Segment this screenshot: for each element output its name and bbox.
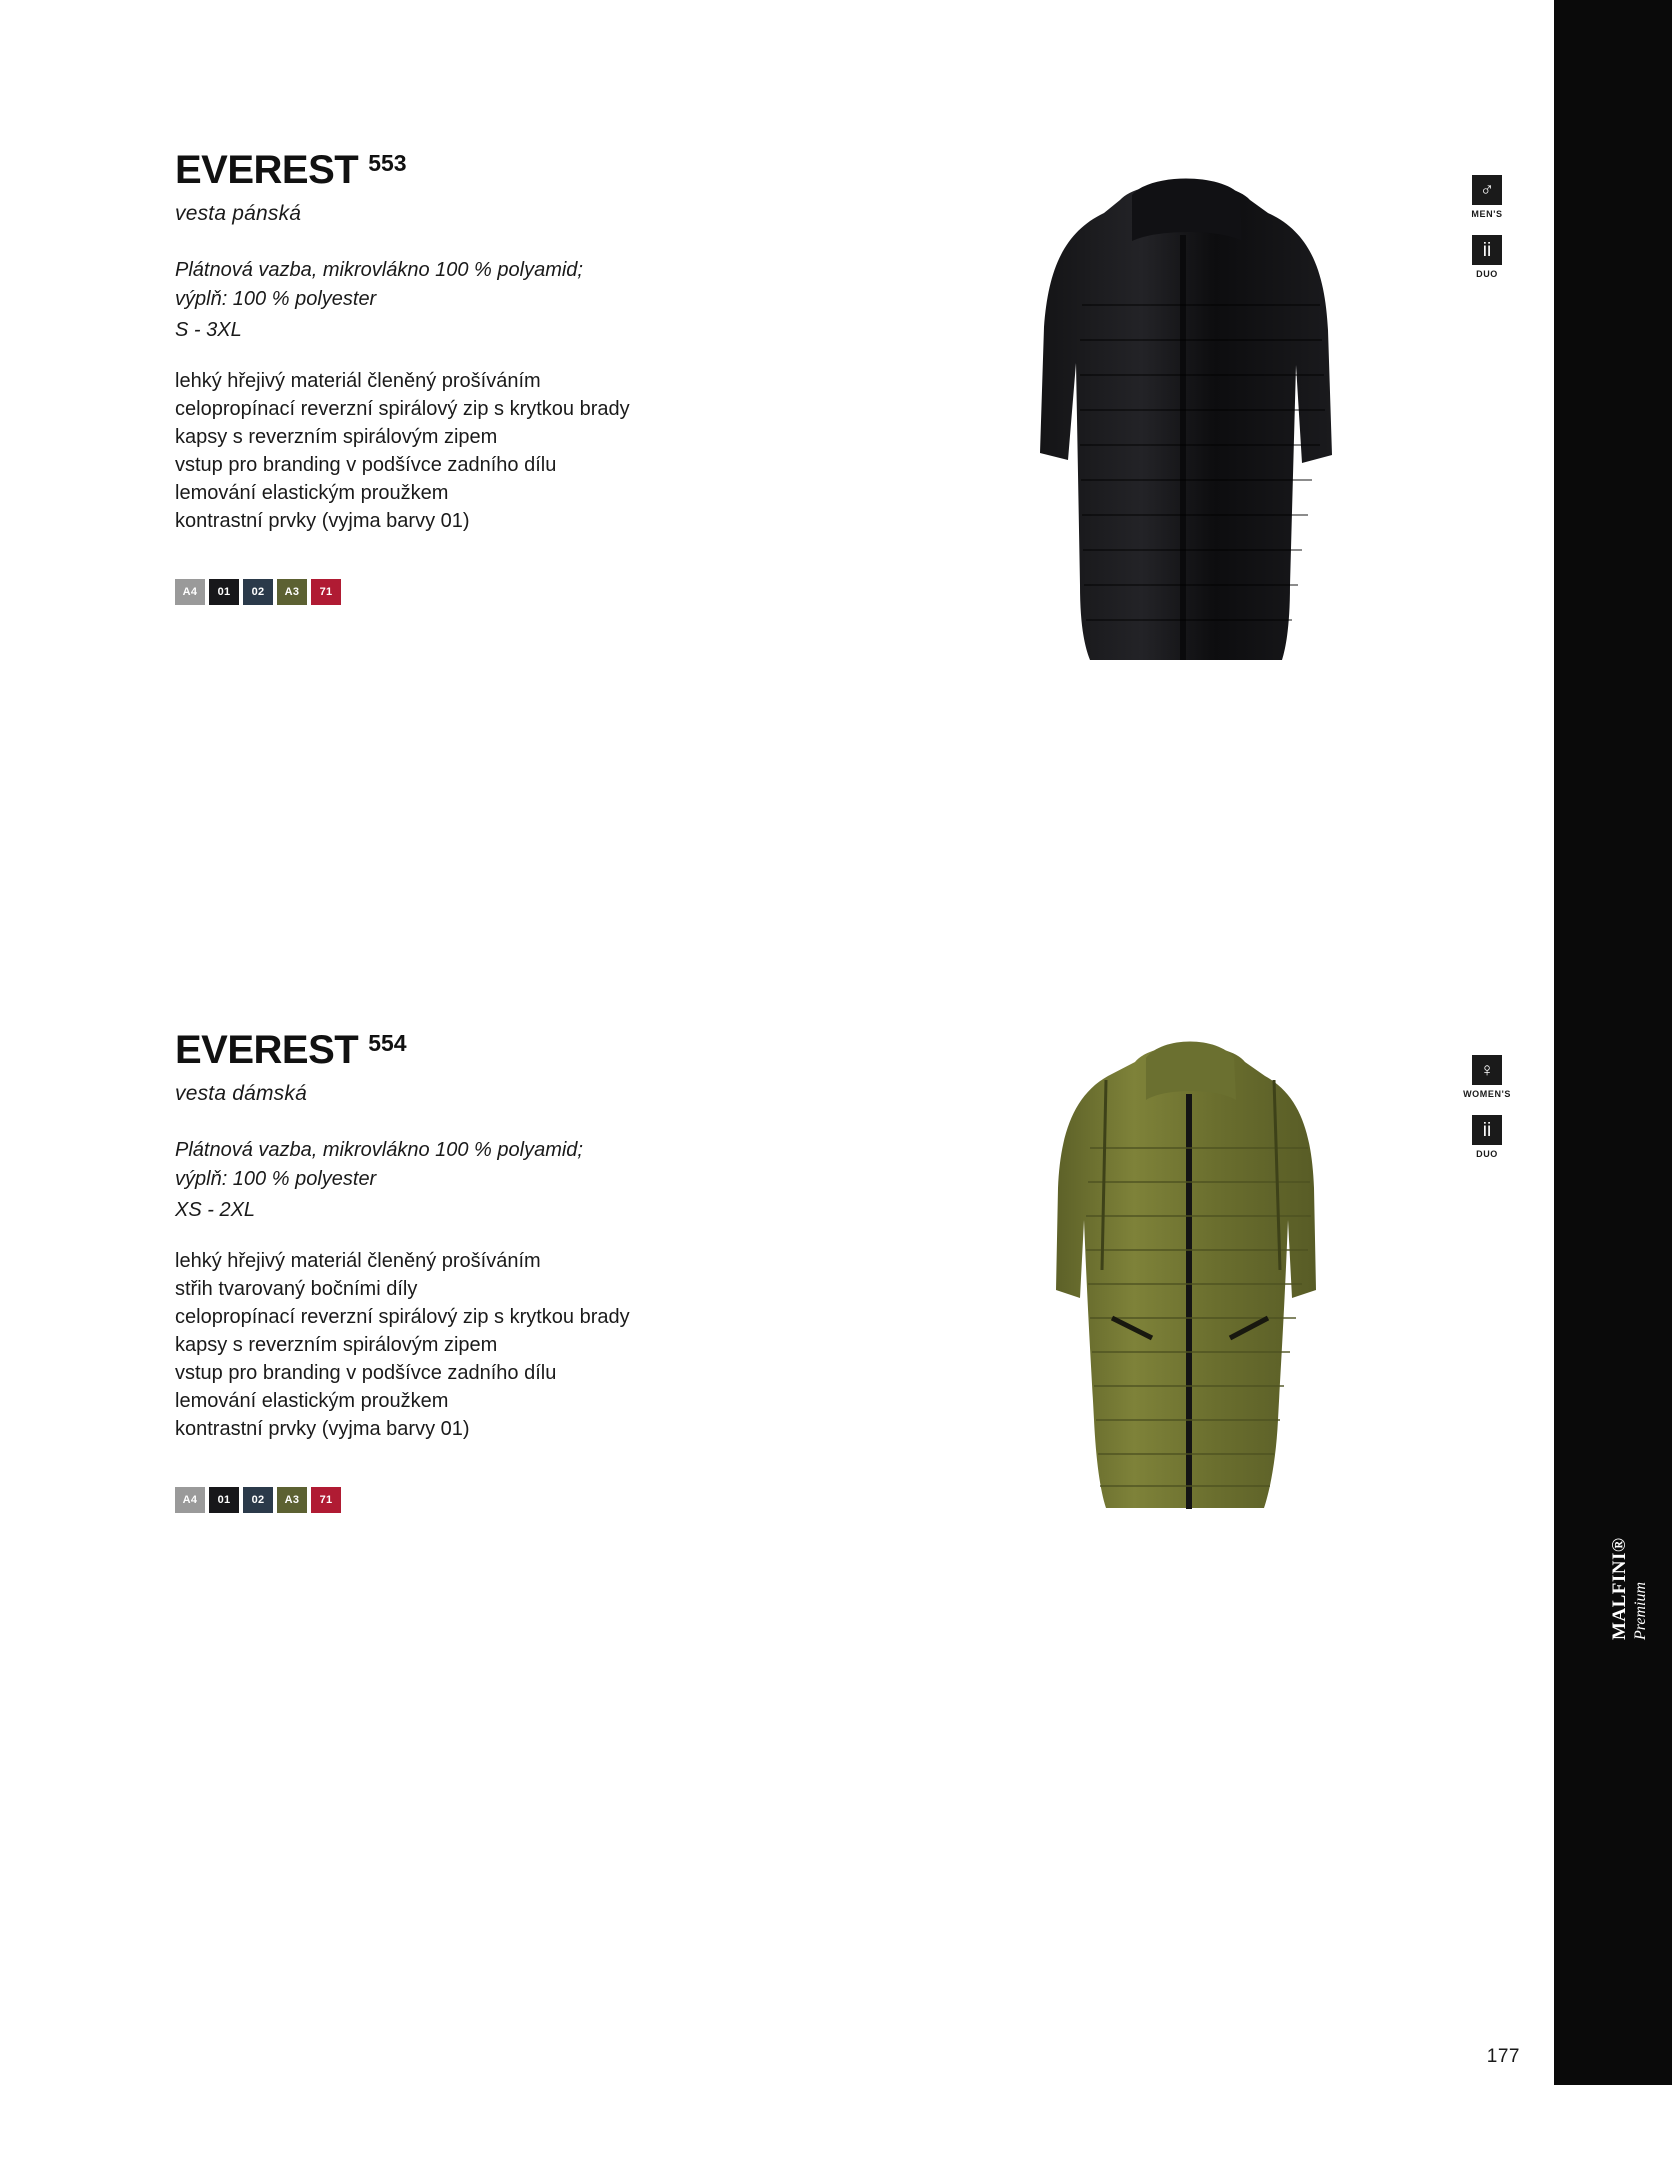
material-line-2: výplň: 100 % polyester — [175, 288, 377, 310]
product-photo-black-vest — [1020, 155, 1350, 715]
product-material — [175, 256, 630, 345]
color-swatch[interactable]: A3 — [277, 579, 307, 605]
side-band — [1554, 0, 1672, 2085]
feature-item: lemování elastickým proužkem — [175, 482, 449, 504]
feature-item: kontrastní prvky (vyjma barvy 01) — [175, 1418, 470, 1440]
color-swatch[interactable]: 02 — [243, 1487, 273, 1513]
mens-icon: ♂ — [1472, 175, 1502, 205]
color-swatch[interactable]: 01 — [209, 579, 239, 605]
brand-subtitle: Premium — [1631, 1581, 1649, 1640]
duo-icon: ii — [1472, 1115, 1502, 1145]
feature-item: střih tvarovaný bočními díly — [175, 1278, 418, 1300]
color-swatch[interactable]: A4 — [175, 1487, 205, 1513]
badge-duo — [1442, 235, 1532, 279]
badge-mens — [1442, 175, 1532, 219]
feature-item: kontrastní prvky (vyjma barvy 01) — [175, 510, 470, 532]
feature-item: vstup pro branding v podšívce zadního dílu — [175, 1362, 557, 1384]
color-swatch[interactable]: 02 — [243, 579, 273, 605]
product-code: 554 — [368, 1030, 407, 1056]
product-block-553 — [175, 150, 630, 605]
color-swatch[interactable]: A3 — [277, 1487, 307, 1513]
feature-item: lehký hřejivý materiál členěný prošíváním — [175, 370, 541, 392]
product-badges-554 — [1442, 1055, 1532, 1159]
feature-item: celopropínací reverzní spirálový zip s krytkou brady — [175, 398, 630, 420]
color-swatch-list — [175, 579, 630, 605]
brand-mark — [1609, 1460, 1650, 1640]
product-subtitle: vesta pánská — [175, 202, 302, 225]
brand-name: MALFINI® — [1608, 1537, 1630, 1640]
product-sizes: XS - 2XL — [175, 1199, 256, 1221]
product-code: 553 — [368, 150, 407, 176]
product-sizes: S - 3XL — [175, 319, 242, 341]
badge-label: DUO — [1476, 1149, 1498, 1159]
product-title-row — [175, 1030, 630, 1070]
color-swatch[interactable]: 71 — [311, 1487, 341, 1513]
badge-label: DUO — [1476, 269, 1498, 279]
badge-womens — [1442, 1055, 1532, 1099]
product-features — [175, 367, 630, 535]
product-features — [175, 1247, 630, 1443]
page-number: 177 — [1486, 2046, 1520, 2067]
product-photo-olive-vest — [1040, 1020, 1340, 1540]
color-swatch[interactable]: A4 — [175, 579, 205, 605]
duo-icon: ii — [1472, 235, 1502, 265]
product-subtitle: vesta dámská — [175, 1082, 307, 1105]
page-title: EVEREST — [175, 1028, 359, 1072]
page-title: EVEREST — [175, 148, 359, 192]
feature-item: celopropínací reverzní spirálový zip s krytkou brady — [175, 1306, 630, 1328]
material-line-1: Plátnová vazba, mikrovlákno 100 % polyamid; — [175, 1139, 583, 1161]
badge-label: MEN'S — [1471, 209, 1503, 219]
color-swatch[interactable]: 01 — [209, 1487, 239, 1513]
badge-label: WOMEN'S — [1463, 1089, 1511, 1099]
feature-item: kapsy s reverzním spirálovým zipem — [175, 1334, 498, 1356]
product-title-row — [175, 150, 630, 190]
badge-duo — [1442, 1115, 1532, 1159]
material-line-2: výplň: 100 % polyester — [175, 1168, 377, 1190]
feature-item: kapsy s reverzním spirálovým zipem — [175, 426, 498, 448]
product-badges-553 — [1442, 175, 1532, 279]
material-line-1: Plátnová vazba, mikrovlákno 100 % polyamid; — [175, 259, 583, 281]
feature-item: vstup pro branding v podšívce zadního dílu — [175, 454, 557, 476]
product-block-554 — [175, 1030, 630, 1513]
color-swatch[interactable]: 71 — [311, 579, 341, 605]
product-material — [175, 1136, 630, 1225]
womens-icon: ♀ — [1472, 1055, 1502, 1085]
color-swatch-list — [175, 1487, 630, 1513]
feature-item: lehký hřejivý materiál členěný prošíváním — [175, 1250, 541, 1272]
feature-item: lemování elastickým proužkem — [175, 1390, 449, 1412]
